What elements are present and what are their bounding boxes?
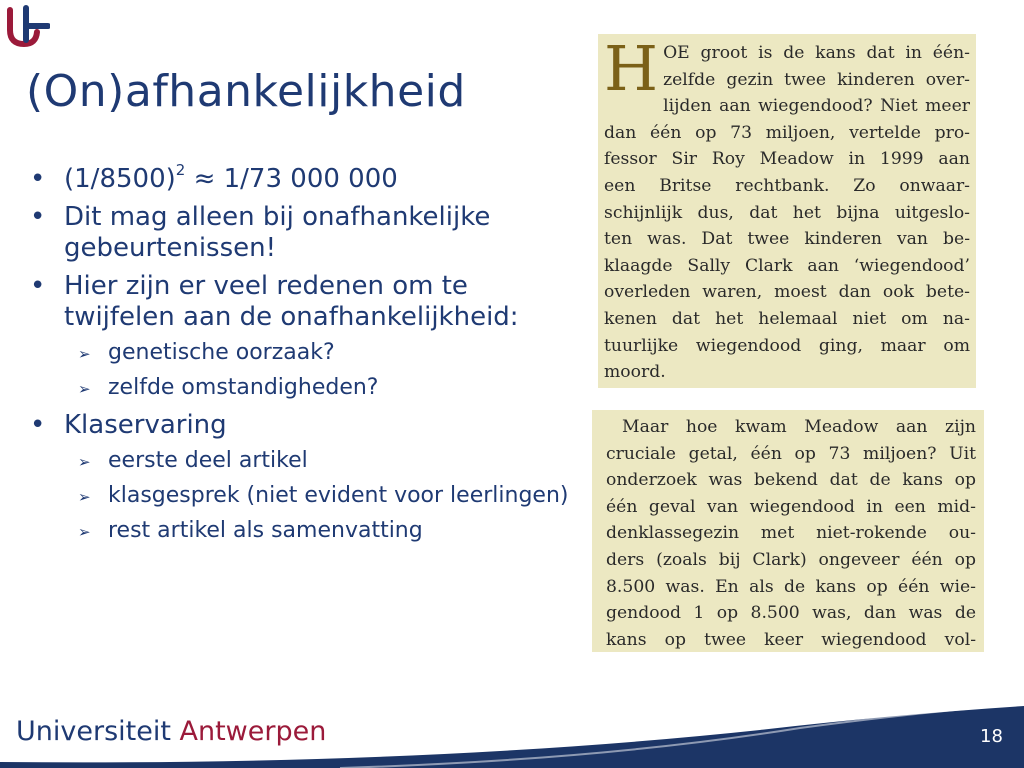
clipping-line: schijnlijk dus, dat het bijna uitgeslo- bbox=[604, 202, 970, 223]
clipping-line: Maar hoe kwam Meadow aan zijn bbox=[622, 417, 976, 437]
bullet-doubt-reasons: • Hier zijn er veel redenen om te twijfelen aan de onafhankelijkheid: bbox=[26, 271, 586, 333]
sub-bullet-class-discussion: ➢ klasgesprek (niet evident voor leerlingen) bbox=[26, 483, 586, 509]
clipping-line: 8.500 was. En als de kans op één wie- bbox=[606, 576, 976, 597]
clipping-line: ders (zoals bij Clark) ongeveer één op bbox=[606, 549, 976, 570]
clipping-line: onderzoek was bekend dat de kans op bbox=[606, 470, 976, 491]
newspaper-clipping-2 bbox=[592, 410, 984, 652]
sub-bullet-summary: ➢ rest artikel als samenvatting bbox=[26, 518, 586, 544]
bullet-class-experience: • Klaservaring bbox=[26, 410, 586, 441]
bullet-independence-condition: • Dit mag alleen bij onafhankelijke gebeurtenissen! bbox=[26, 202, 586, 264]
clipping-line: cruciale getal, één op 73 miljoen? Uit bbox=[606, 443, 976, 464]
sub-bullet-first-part: ➢ eerste deel artikel bbox=[26, 448, 586, 474]
clipping-line: tuurlijke wiegendood ging, maar om bbox=[604, 335, 970, 356]
clipping-line: dan één op 73 miljoen, vertelde pro- bbox=[604, 122, 970, 143]
clipping-line: zelfde gezin twee kinderen over- bbox=[663, 69, 970, 90]
clipping-line: denklassegezin met niet-rokende ou- bbox=[606, 523, 976, 544]
page-number: 18 bbox=[980, 726, 1003, 747]
slide-title: (On)afhankelijkheid bbox=[26, 66, 466, 117]
bullet-list bbox=[26, 161, 586, 553]
bullet-probability: • $(1/8500)^2 \approx 1/73$ 000 000 bbox=[26, 164, 586, 195]
clipping-line: fessor Sir Roy Meadow in 1999 aan bbox=[604, 149, 970, 170]
clipping-line: klaagde Sally Clark aan ‘wiegendood’ bbox=[604, 255, 970, 276]
clipping-line: lijden aan wiegendood? Niet meer bbox=[663, 96, 970, 117]
newspaper-clipping-1 bbox=[598, 34, 976, 388]
drop-cap: H bbox=[604, 32, 659, 105]
sub-bullet-genetic-cause: ➢ genetische oorzaak? bbox=[26, 340, 586, 366]
clipping-line: gendood 1 op 8.500 was, dan was de bbox=[606, 603, 976, 624]
university-logo-icon bbox=[4, 4, 50, 50]
clipping-line: overleden waren, moest dan ook bete- bbox=[604, 282, 970, 303]
sub-bullet-same-circumstances: ➢ zelfde omstandigheden? bbox=[26, 375, 586, 401]
clipping-line: moord. bbox=[604, 362, 666, 383]
clipping-line: OE groot is de kans dat in één- bbox=[663, 43, 970, 63]
clipping-line: ten was. Dat twee kinderen van be- bbox=[604, 229, 970, 250]
clipping-line: kenen dat het helemaal niet om na- bbox=[604, 308, 970, 329]
clipping-line: kans op twee keer wiegendood vol- bbox=[606, 629, 976, 650]
clipping-line: één geval van wiegendood in een mid- bbox=[606, 496, 976, 517]
clipping-line: een Britse rechtbank. Zo onwaar- bbox=[604, 175, 970, 196]
university-name: Universiteit Antwerpen bbox=[16, 716, 327, 747]
